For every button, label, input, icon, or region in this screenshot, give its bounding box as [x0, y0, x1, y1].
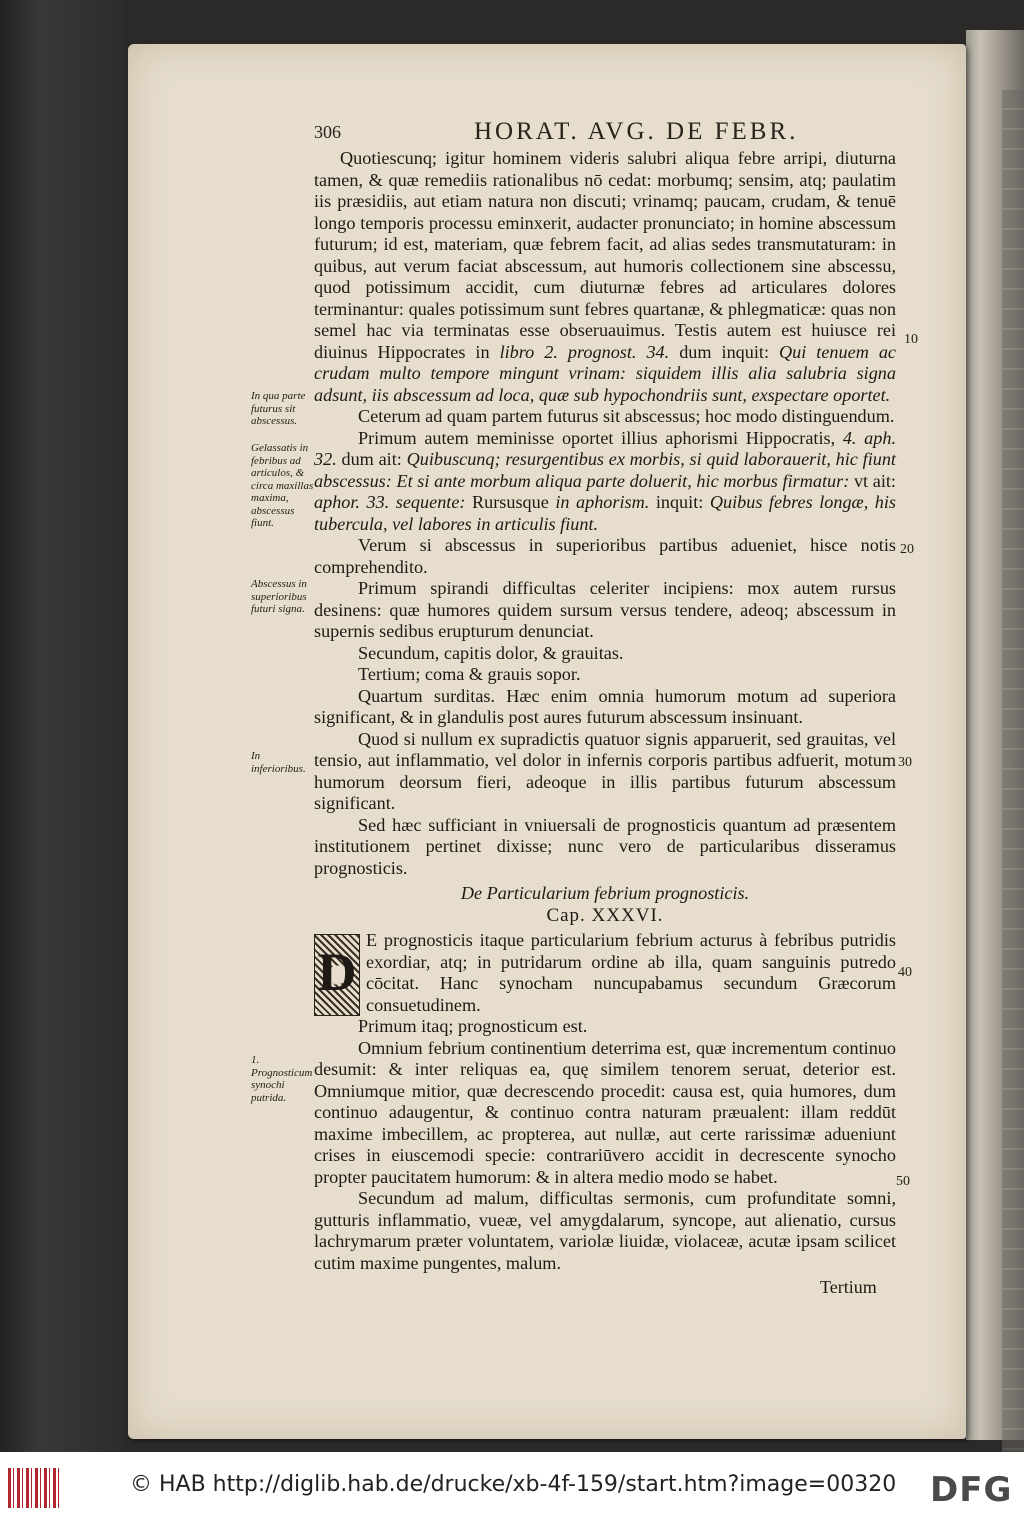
- paragraph: D E prognosticis itaque particularium febrium acturus à febribus putridis exordiar, atq; in putridarum ordine ab illa, quam sanguinis putredo cōcitat. Hanc synocham nuncupabamus secundum Græcorum consuetudinem.: [314, 930, 896, 1016]
- margin-note: Abscessus in superioribus futuri signa.: [251, 578, 307, 615]
- book-page-edges: [966, 30, 1024, 1440]
- paragraph: Quartum surditas. Hæc enim omnia humorum motum ad superiora significant, & in glandulis post aures futurum abscessum insinuant.: [314, 685, 896, 727]
- decorated-initial: D: [314, 934, 360, 1016]
- paragraph: Primum spirandi difficultas celeriter incipiens: mox autem rursus desinens: quæ humores quidem sursum versus tendere, adeoq; abscessum in supernis sedibus erupturum denunciat.: [314, 578, 896, 641]
- paragraph: Sed hæc sufficiant in vniuersali de prognosticis quantum ad præsentem institutionem pertinet dixisse; nunc vero de particularibus disseramus prognosticis.: [314, 814, 896, 878]
- paragraph: Quod si nullum ex supradictis quatuor signis apparuerit, sed grauitas, vel tensio, aut inflammatio, vel dolor in infernis corporis partibus adfuerit, motum humorum deorsum fieri, adeoque in illis partibus futurum abscessum significant.: [314, 728, 896, 813]
- line-number: 10: [904, 332, 918, 347]
- margin-note: In qua parte futurus sit abscessus.: [251, 390, 306, 427]
- chapter-heading: Cap. XXXVI.: [546, 904, 664, 926]
- margin-note: 1. Prognosticum synochi putrida.: [251, 1054, 313, 1104]
- paragraph: Omnium febrium continentium deterrima est, quæ incrementum continuo desumit: & inter reliquas ea, quę similem tenorem seruat, deterior est. Omniumque mitior, quæ decrescendo procedit: causa est, quia humores, dum continuo adaugentur, & continuo contra naturam præualent: illam reddūt maxime imbecillem, ac propterea, aut nullæ, aut certe rarissimæ adueniunt crises in eiuscemodi specie: contrariūvero accidit in decrescente synocho propter paucitatem humorum: & in altera medio modo se habet.: [314, 1037, 896, 1187]
- margin-note: In inferioribus.: [251, 750, 306, 775]
- paragraph: Primum itaq; prognosticum est.: [358, 1016, 588, 1036]
- footer-bar: [0, 1452, 1024, 1527]
- copyright-link[interactable]: © HAB http://diglib.hab.de/drucke/xb-4f-159/start.htm?image=00320: [130, 1472, 897, 1497]
- line-number: 50: [896, 1174, 910, 1189]
- page-number: 306: [314, 122, 341, 142]
- running-head: HORAT. AVG. DE FEBR.: [474, 118, 799, 145]
- page-header: [314, 118, 894, 148]
- paragraph: Verum si abscessus in superioribus partibus adueniet, hisce notis comprehendito.: [314, 535, 896, 577]
- paragraph: Tertium; coma & grauis sopor.: [358, 664, 581, 684]
- main-text: [314, 148, 896, 1274]
- paragraph: Secundum ad malum, difficultas sermonis, cum profunditate somni, gutturis inflammatio, vueæ, vel amygdalarum, syncope, aut alienatio, cursus lachrymarum præter voluntatem, variolæ liuidæ, violaceæ, acutæ ipsam scilicet cutim maxime pungentes, malum.: [314, 1188, 896, 1273]
- paragraph: Primum autem meminisse oportet illius aphorismi Hippocratis, 4. aph. 32. dum ait: Quibuscunq; resurgentibus ex morbis, si quid laborauerit, hic fiunt abscessus: Et si ante morbum aliqua parte doluerit, hic morbus firmatur: vt ait: aphor. 33. sequente: Rursusque in aphorism. inquit: Quibus febres longæ, his tubercula, vel labores in articulis fiunt.: [314, 427, 897, 534]
- line-number: 20: [900, 542, 914, 557]
- scale-ruler: [1002, 90, 1024, 1470]
- margin-note: Gelassatis in febribus ad articulos, & circa maxillas maxima, abscessus fiunt.: [251, 442, 314, 529]
- paragraph: Secundum, capitis dolor, & grauitas.: [358, 642, 624, 663]
- paragraph: Quotiescunq; igitur hominem videris salubri aliqua febre arripi, diuturna tamen, & quæ remediis rationalibus nō cedat: morbumq; sensim, atq; paulatim iis præsidiis, aut etiam natura non discuti; vrinamq; paucam, crudam, & tenuē longo temporis processu eminxerit, audacter pronunciato; in homine abscessum futurum; id est, materiam, quæ febrem facit, ad alias sedes transmutaturam: in quibus, aut verum faciat abscessum, aut humoris collectionem sine abscessu, quod potissimum accidit, cum diuturnæ febres ad articulares dolores terminantur: quales potissimum sunt febres quartanæ, & phlegmaticæ: quas non semel hac via terminatas esse obseruauimus. Testis autem est huiusce rei diuinus Hippocrates in libro 2. prognost. 34. dum inquit: Qui tenuem ac crudam multo tempore mingunt vrinam: siquidem illis alia salubria signa adsunt, iis abscessum ad loca, quæ sub hypochondriis sunt, exspectare oportet.: [314, 148, 896, 405]
- barcode-icon: [8, 1468, 60, 1508]
- dfg-logo: DFG: [930, 1470, 1013, 1510]
- catchword: Tertium: [820, 1277, 877, 1297]
- paragraph: Ceterum ad quam partem futurus sit abscessus; hoc modo distinguendum.: [358, 406, 895, 426]
- section-title: De Particularium febrium prognosticis.: [460, 883, 750, 903]
- line-number: 40: [898, 965, 912, 980]
- line-number: 30: [898, 755, 912, 770]
